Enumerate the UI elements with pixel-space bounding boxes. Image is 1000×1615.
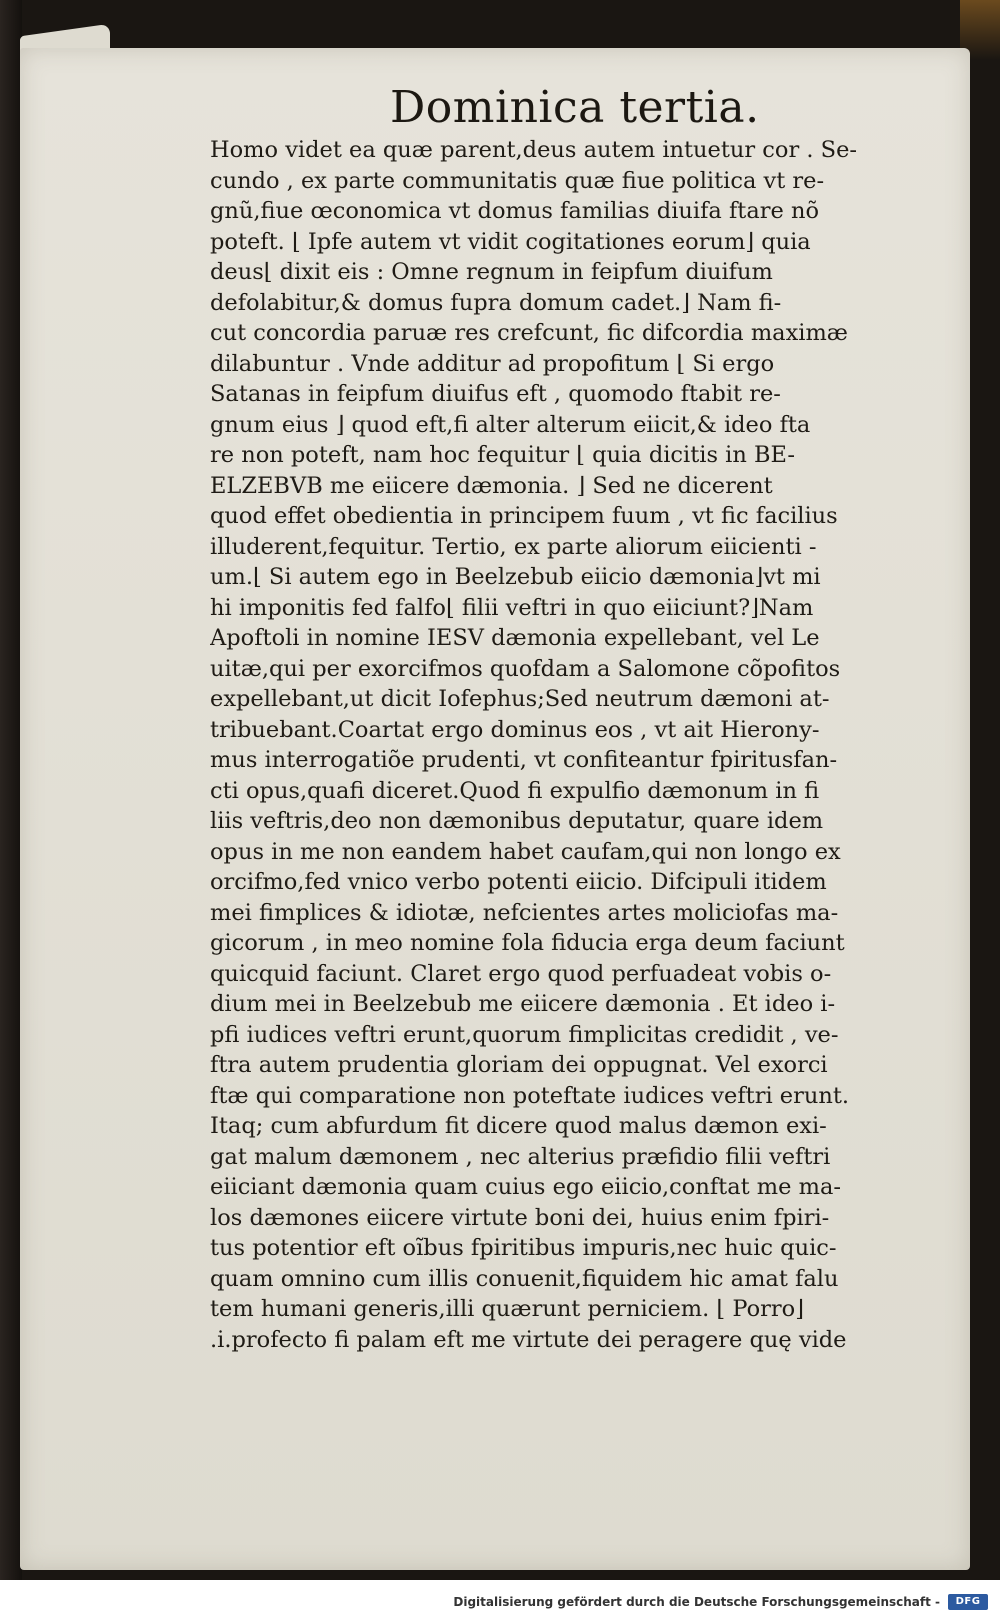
text-line: dilabuntur . Vnde additur ad propofitum ⌊ Si ergo <box>210 350 775 377</box>
text-line: um.⌊ Si autem ego in Beelzebub eiicio dæmonia⌋vt mi <box>210 564 821 590</box>
text-line: opus in me non eandem habet caufam,qui non longo ex <box>210 838 841 865</box>
text-line: Satanas in feipfum diuifus eft , quomodo ftabit re- <box>210 381 781 407</box>
text-block <box>210 135 910 1355</box>
text-line: re non poteft, nam hoc fequitur ⌊ quia dicitis in BE- <box>210 442 795 468</box>
scan-edge <box>0 0 22 1580</box>
funding-note: Digitalisierung gefördert durch die Deutsche Forschungsgemeinschaft - <box>453 1595 940 1609</box>
text-line: dium mei in Beelzebub me eiicere dæmonia . Et ideo i- <box>210 991 836 1017</box>
text-line: Itaq; cum abfurdum fit dicere quod malus dæmon exi- <box>210 1113 827 1139</box>
text-line: gicorum , in meo nomine fola fiducia erga deum faciunt <box>210 930 845 956</box>
text-line: gnũ,fiue œconomica vt domus familias diuifa ftare nõ <box>210 198 820 224</box>
text-line: gat malum dæmonem , nec alterius præfidio filii veftri <box>210 1143 831 1170</box>
text-line: ftra autem prudentia gloriam dei oppugnat. Vel exorci <box>210 1052 828 1078</box>
text-line: liis veftris,deo non dæmonibus deputatur, quare idem <box>210 808 824 834</box>
text-line: Homo videt ea quæ parent,deus autem intuetur cor . Se- <box>210 137 857 163</box>
text-line: los dæmones eiicere virtute boni dei, huius enim fpiri- <box>210 1204 830 1231</box>
text-line: poteft. ⌊ Ipfe autem vt vidit cogitationes eorum⌋ quia <box>210 228 811 255</box>
text-line: expellebant,ut dicit Iofephus;Sed neutrum dæmoni at- <box>210 686 830 712</box>
text-line: cti opus,quafi diceret.Quod fi expulfio dæmonum in fi <box>210 777 820 804</box>
text-line: gnum eius ⌋ quod eft,fi alter alterum eiicit,& ideo fta <box>210 411 811 438</box>
text-line: quicquid faciunt. Claret ergo quod perfuadeat vobis o- <box>210 960 832 987</box>
text-line: hi imponitis fed falfo⌊ filii veftri in quo eiiciunt?⌋Nam <box>210 594 814 621</box>
text-line: defolabitur,& domus fupra domum cadet.⌋ Nam fi- <box>210 289 782 316</box>
text-line: quam omnino cum illis conuenit,fiquidem hic amat falu <box>210 1265 839 1292</box>
text-line: quod effet obedientia in principem fuum , vt fic facilius <box>210 503 838 529</box>
page-title: Dominica tertia. <box>390 82 760 133</box>
text-line: orcifmo,fed vnico verbo potenti eiicio. Difcipuli itidem <box>210 869 827 895</box>
text-line: cundo , ex parte communitatis quæ fiue politica vt re- <box>210 167 825 194</box>
text-line: tem humani generis,illi quærunt perniciem. ⌊ Porro⌋ <box>210 1296 804 1322</box>
text-line: ftæ qui comparatione non poteftate iudices veftri erunt. <box>210 1082 850 1109</box>
text-line: deus⌊ dixit eis : Omne regnum in feipfum diuifum <box>210 259 773 285</box>
text-line: mus interrogatiõe prudenti, vt confiteantur fpiritusfan- <box>210 747 838 773</box>
text-line: illuderent,fequitur. Tertio, ex parte aliorum eiicienti - <box>210 533 817 560</box>
text-line: ELZEBVB me eiicere dæmonia. ⌋ Sed ne dicerent <box>210 472 773 499</box>
text-line: uitæ,qui per exorcifmos quofdam a Salomone cõpofitos <box>210 655 841 682</box>
text-line: tribuebant.Coartat ergo dominus eos , vt ait Hierony- <box>210 716 820 743</box>
text-line: .i.profecto fi palam eft me virtute dei peragere quę vide <box>210 1326 847 1353</box>
text-line: pfi iudices veftri erunt,quorum fimplicitas credidit , ve- <box>210 1021 839 1048</box>
text-line: mei fimplices & idiotæ, nefcientes artes moliciofas ma- <box>210 899 839 926</box>
text-line: Apoftoli in nomine IESV dæmonia expellebant, vel Le <box>210 625 820 651</box>
text-line: eiiciant dæmonia quam cuius ego eiicio,conftat me ma- <box>210 1174 841 1200</box>
text-line: cut concordia paruæ res crefcunt, fic difcordia maximæ <box>210 320 848 346</box>
text-line: tus potentior eft oĩbus fpiritibus impuris,nec huic quic- <box>210 1235 837 1261</box>
dfg-logo-icon: DFG <box>948 1594 988 1610</box>
